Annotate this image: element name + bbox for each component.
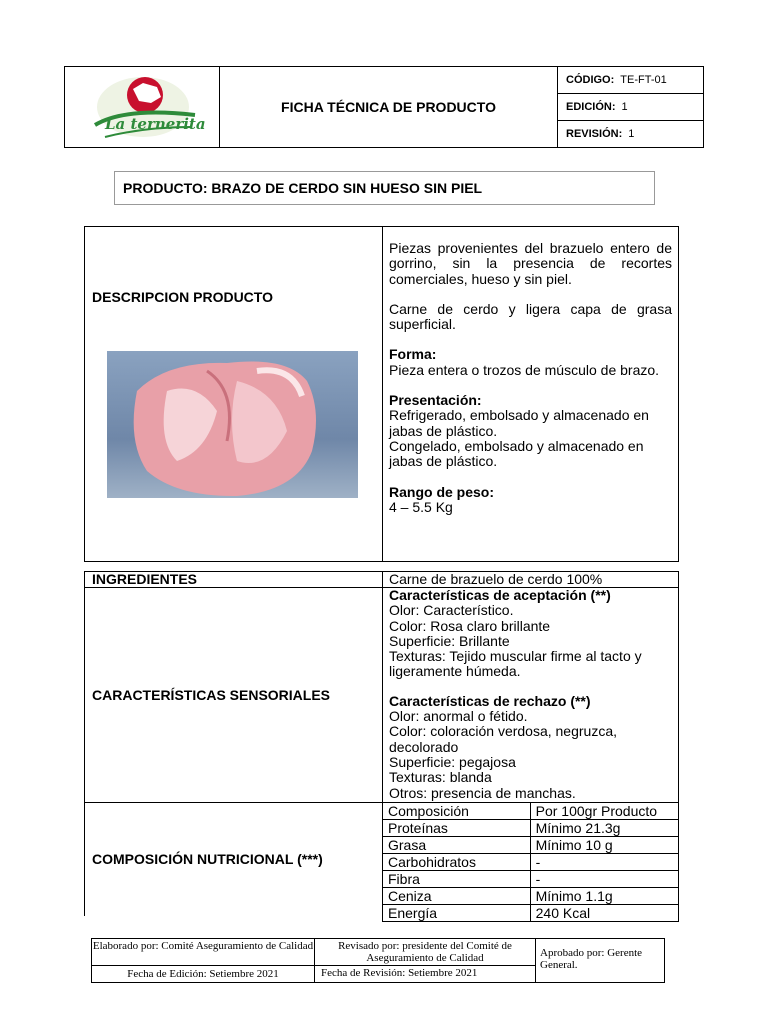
descripcion-right-cell xyxy=(382,226,679,562)
product-title: PRODUCTO: BRAZO DE CERDO SIN HUESO SIN PIEL xyxy=(114,171,655,205)
presentacion-line-2: Congelado, embolsado y almacenado en jabas de plástico. xyxy=(389,437,644,470)
rango-peso-label: Rango de peso: xyxy=(389,483,495,500)
codigo-value: TE-FT-01 xyxy=(620,74,667,86)
forma-label: Forma: xyxy=(389,346,437,363)
forma-text: Pieza entera o trozos de músculo de brazo. xyxy=(389,361,660,378)
aprobado-por: Aprobado por: Gerente General. xyxy=(535,938,665,983)
nutrition-table xyxy=(382,802,679,922)
ingredientes-label: INGREDIENTES xyxy=(84,571,383,588)
table-row xyxy=(383,888,679,905)
sensoriales-left-cell xyxy=(84,587,383,803)
revision-label: REVISIÓN: xyxy=(566,128,623,140)
descripcion-text-2: Carne de cerdo y ligera capa de grasa superficial. xyxy=(389,300,672,333)
nutrient-value: - xyxy=(530,854,678,871)
rechazo-item: Texturas: blanda xyxy=(389,769,492,786)
nutrient-name: Composición xyxy=(383,803,531,820)
nutrient-value: 240 Kcal xyxy=(530,905,678,922)
aceptacion-title: Características de aceptación (**) xyxy=(389,587,611,603)
nutrient-value: Por 100gr Producto xyxy=(530,803,678,820)
rechazo-item: Superficie: pegajosa xyxy=(389,753,516,770)
nutrient-name: Energía xyxy=(383,905,531,922)
aceptacion-item: Superficie: Brillante xyxy=(389,632,510,649)
revisado-por: Revisado por: presidente del Comité de Aseguramiento de Calidad xyxy=(314,938,536,966)
company-logo xyxy=(64,66,220,148)
nutrient-name: Ceniza xyxy=(383,888,531,905)
nutrient-name: Fibra xyxy=(383,871,531,888)
sensoriales-right-cell xyxy=(382,587,679,803)
descripcion-left-cell xyxy=(84,226,383,562)
nutrient-value: Mínimo 21.3g xyxy=(530,820,678,837)
nutrient-name: Grasa xyxy=(383,837,531,854)
presentacion-line-1: Refrigerado, embolsado y almacenado en jabas de plástico. xyxy=(389,407,649,439)
rechazo-item: Color: coloración verdosa, negruzca, decolorado xyxy=(389,723,618,755)
codigo-label: CÓDIGO: xyxy=(566,74,615,86)
aceptacion-item: Olor: Característico. xyxy=(389,602,514,619)
aceptacion-item: Color: Rosa claro brillante xyxy=(389,617,551,634)
revision-value: 1 xyxy=(628,128,635,140)
rango-peso-text: 4 – 5.5 Kg xyxy=(389,498,453,515)
rechazo-item: Olor: anormal o fétido. xyxy=(389,708,528,725)
aceptacion-item: Texturas: Tejido muscular firme al tacto y ligeramente húmeda. xyxy=(389,648,642,680)
nutrient-name: Proteínas xyxy=(383,820,531,837)
nutricional-label: COMPOSICIÓN NUTRICIONAL (***) xyxy=(92,851,323,867)
nutrient-value: - xyxy=(530,871,678,888)
rechazo-title: Características de rechazo (**) xyxy=(389,692,591,709)
table-row xyxy=(383,820,679,837)
ternerita-logo-graphic xyxy=(65,67,219,147)
edicion-label: EDICIÓN: xyxy=(566,101,616,113)
table-row xyxy=(383,854,679,871)
nutrient-value: Mínimo 10 g xyxy=(530,837,678,854)
rechazo-item: Otros: presencia de manchas. xyxy=(389,784,576,801)
codigo-row xyxy=(557,66,704,94)
edicion-value: 1 xyxy=(621,101,628,113)
edicion-row xyxy=(557,93,704,121)
table-row xyxy=(383,871,679,888)
revision-row xyxy=(557,120,704,148)
descripcion-text-1: Piezas provenientes del brazuelo entero de gorrino, sin la presencia de recortes comerciales, hueso y sin piel. xyxy=(389,240,672,287)
table-row xyxy=(383,837,679,854)
descripcion-label: DESCRIPCION PRODUCTO xyxy=(92,289,273,305)
nutrient-value: Mínimo 1.1g xyxy=(530,888,678,905)
nutricional-left-cell xyxy=(84,802,383,916)
sensoriales-label: CARACTERÍSTICAS SENSORIALES xyxy=(92,687,331,703)
nutrient-name: Carbohidratos xyxy=(383,854,531,871)
logo-text: La ternerita xyxy=(105,115,206,133)
fecha-edicion: Fecha de Edición: Setiembre 2021 xyxy=(91,965,315,983)
table-row xyxy=(383,905,679,922)
presentacion-label: Presentación: xyxy=(389,392,482,409)
table-row xyxy=(383,803,679,820)
elaborado-por: Elaborado por: Comité Aseguramiento de Calidad xyxy=(91,938,315,966)
document-title: FICHA TÉCNICA DE PRODUCTO xyxy=(219,66,558,148)
fecha-revision: Fecha de Revisión: Setiembre 2021 xyxy=(314,965,536,983)
product-photo xyxy=(107,351,358,498)
ingredientes-value: Carne de brazuelo de cerdo 100% xyxy=(382,571,679,588)
